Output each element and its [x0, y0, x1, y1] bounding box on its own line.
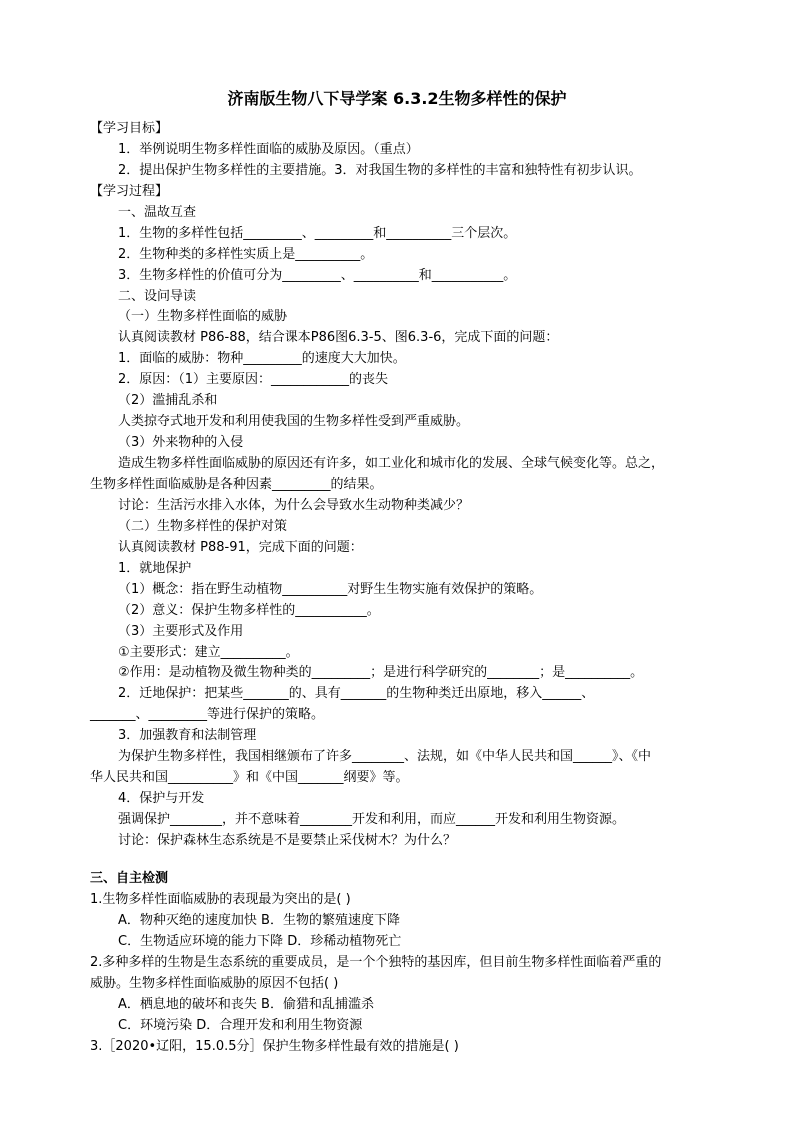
- question-line: （3）主要形式及作用: [118, 624, 244, 639]
- question-line: 2．原因：（1）主要原因：____________的丧失: [118, 372, 389, 387]
- section-heading-process: 【学习过程】: [90, 184, 169, 199]
- instruction-line: 认真阅读教材 P86-88，结合课本P86图6.3-5、图6.3-6，完成下面的问题：: [118, 330, 559, 345]
- text-line: 造成生物多样性面临威胁的原因还有许多，如工业化和城市化的发展、全球气候变化等。总之，: [118, 456, 665, 471]
- objective-line: 2．提出保护生物多样性的主要措施。3．对我国生物的多样性的丰富和独特性有初步认识。: [118, 163, 642, 178]
- section-heading-self-test: 三、自主检测: [90, 871, 169, 886]
- objective-line: 1．举例说明生物多样性面临的威胁及原因。（重点）: [118, 142, 419, 157]
- question-line: 3．加强教育和法制管理: [118, 728, 257, 743]
- question-line: ②作用：是动植物及微生物种类的_________；是进行科学研究的________；是__________。: [118, 665, 644, 680]
- question-line: （2）滥捕乱杀和: [118, 393, 218, 408]
- text-line: 人类掠夺式地开发和利用使我国的生物多样性受到严重威胁。: [118, 414, 470, 429]
- question-line: 2．生物种类的多样性实质上是__________。: [118, 247, 374, 262]
- quiz-question: 1.生物多样性面临威胁的表现最为突出的是( ): [90, 892, 351, 907]
- quiz-question: 2.多种多样的生物是生态系统的重要成员，是一个个独特的基因库，但目前生物多样性面临着严重的: [90, 955, 662, 970]
- subsection-heading: （一）生物多样性面临的威胁: [118, 309, 288, 324]
- subsection-heading: 二、设问导读: [118, 289, 197, 304]
- question-line: 强调保护________，并不意味着________开发和利用，而应______开发和利用生物资源。: [118, 812, 626, 827]
- quiz-option: A．栖息地的破坏和丧失 B．偷猎和乱捕滥杀: [118, 997, 374, 1012]
- subsection-heading: （二）生物多样性的保护对策: [118, 519, 288, 534]
- question-line: 1．面临的威胁：物种_________的速度大大加快。: [118, 351, 406, 366]
- document-title: 济南版生物八下导学案 6.3.2生物多样性的保护: [227, 89, 567, 108]
- question-line: 1．生物的多样性包括_________、_________和__________三个层次。: [118, 226, 517, 241]
- discussion-line: 讨论：生活污水排入水体，为什么会导致水生动物种类减少？: [118, 498, 470, 513]
- quiz-question: 3.［2020•辽阳，15.0.5分］保护生物多样性最有效的措施是( ): [90, 1039, 459, 1054]
- question-line: 2．迁地保护：把某些_______的、具有_______的生物种类迁出原地，移入______、: [118, 686, 595, 701]
- subsection-heading: 一、温故互查: [118, 205, 197, 220]
- question-line: （2）意义：保护生物多样性的___________。: [118, 603, 380, 618]
- question-line: 1．就地保护: [118, 561, 192, 576]
- question-line: 3．生物多样性的价值可分为_________、__________和___________。: [118, 268, 517, 283]
- quiz-question: 威胁。生物多样性面临威胁的原因不包括( ): [90, 976, 339, 991]
- section-heading-objectives: 【学习目标】: [90, 121, 169, 136]
- quiz-option: C．生物适应环境的能力下降 D．珍稀动植物死亡: [118, 934, 402, 949]
- question-line: ①主要形式：建立__________。: [118, 645, 299, 660]
- discussion-line: 讨论：保护森林生态系统是不是要禁止采伐树木？为什么？: [118, 833, 457, 848]
- question-line: 4．保护与开发: [118, 791, 205, 806]
- quiz-option: A．物种灭绝的速度加快 B．生物的繁殖速度下降: [118, 913, 400, 928]
- text-line: 生物多样性面临威胁是各种因素_________的结果。: [90, 477, 383, 492]
- question-line: （3）外来物种的入侵: [118, 435, 244, 450]
- question-line: _______、_________等进行保护的策略。: [90, 707, 325, 722]
- question-line: （1）概念：指在野生动植物__________对野生生物实施有效保护的策略。: [118, 582, 543, 597]
- question-line: 为保护生物多样性，我国相继颁布了许多________、法规，如《中华人民共和国______》、《中: [118, 749, 652, 764]
- instruction-line: 认真阅读教材 P88-91，完成下面的问题：: [118, 540, 363, 555]
- quiz-option: C．环境污染 D．合理开发和利用生物资源: [118, 1018, 363, 1033]
- question-line: 华人民共和国__________》和《中国_______纲要》等。: [90, 770, 409, 785]
